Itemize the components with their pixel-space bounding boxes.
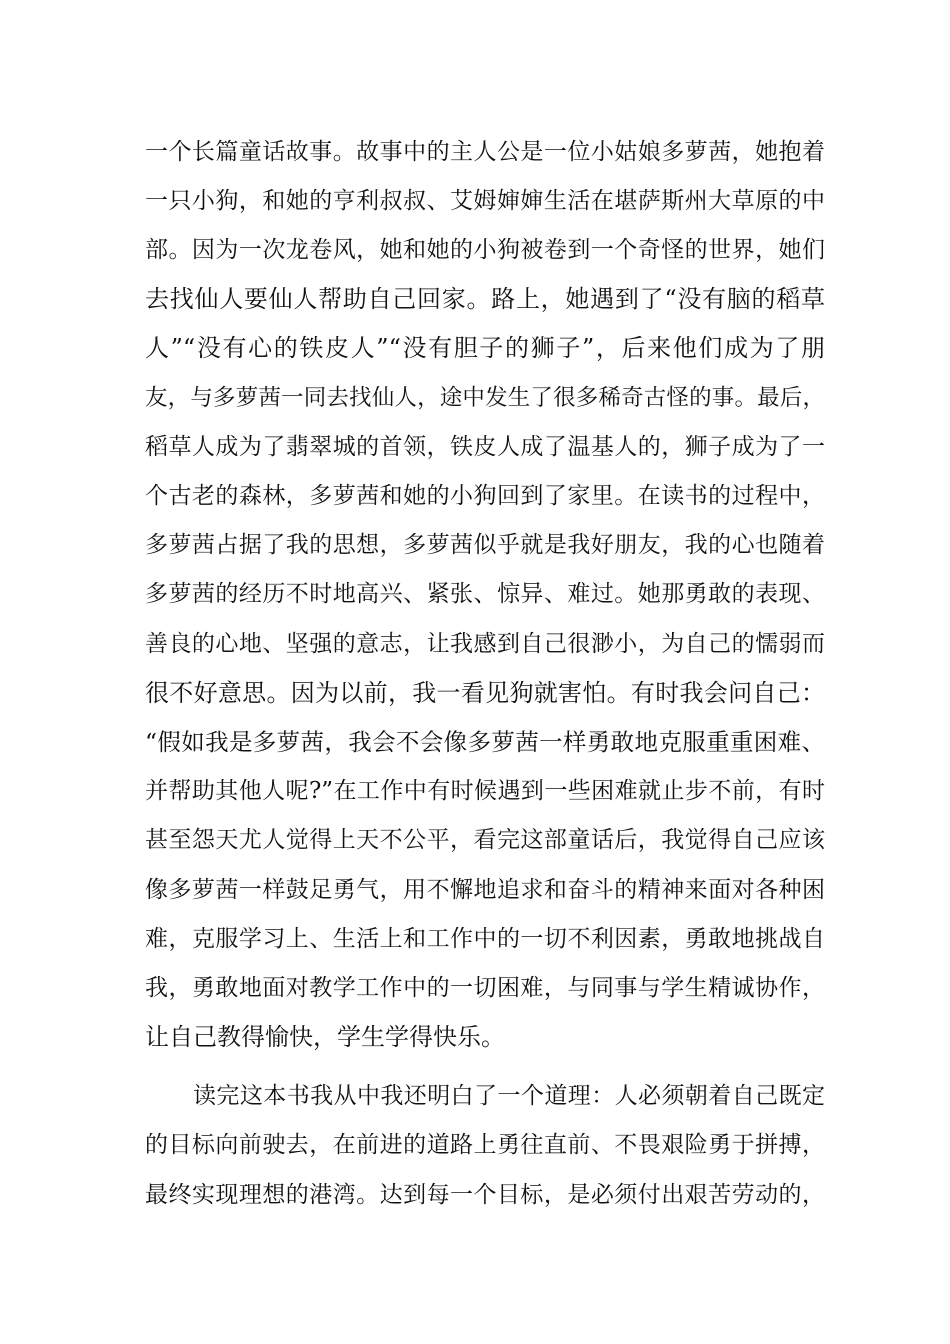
text-line: 部。因为一次龙卷风，她和她的小狗被卷到一个奇怪的世界，她们 bbox=[145, 237, 825, 263]
text-line: 甚至怨天尤人觉得上天不公平，看完这部童话后，我觉得自己应该 bbox=[145, 827, 825, 853]
text-line: 很不好意思。因为以前，我一看见狗就害怕。有时我会问自己： bbox=[145, 679, 825, 707]
text-line: 去找仙人要仙人帮助自己回家。路上，她遇到了“没有脑的稻草 bbox=[145, 285, 825, 313]
text-line: 个古老的森林，多萝茜和她的小狗回到了家里。在读书的过程中， bbox=[145, 483, 825, 509]
text-line: 最终实现理想的港湾。达到每一个目标，是必须付出艰苦劳动的， bbox=[145, 1182, 825, 1208]
text-line: 友，与多萝茜一同去找仙人，途中发生了很多稀奇古怪的事。最后， bbox=[145, 385, 825, 411]
text-line: 一只小狗，和她的亨利叔叔、艾姆婶婶生活在堪萨斯州大草原的中 bbox=[145, 188, 825, 214]
text-line: “假如我是多萝茜，我会不会像多萝茜一样勇敢地克服重重困难、 bbox=[145, 728, 825, 756]
text-line: 人”“没有心的铁皮人”“没有胆子的狮子”，后来他们成为了朋 bbox=[145, 334, 825, 362]
text-line: 善良的心地、坚强的意志，让我感到自己很渺小，为自己的懦弱而 bbox=[145, 631, 825, 657]
paragraph-end-line: 让自己教得愉快，学生学得快乐。 bbox=[145, 1023, 505, 1051]
text-line: 难，克服学习上、生活上和工作中的一切不利因素，勇敢地挑战自 bbox=[145, 926, 825, 952]
text-line: 多萝茜的经历不时地高兴、紧张、惊异、难过。她那勇敢的表现、 bbox=[145, 581, 825, 607]
text-line: 的目标向前驶去，在前进的道路上勇往直前、不畏艰险勇于拼搏， bbox=[145, 1132, 825, 1158]
text-line: 我，勇敢地面对教学工作中的一切困难，与同事与学生精诚协作， bbox=[145, 975, 825, 1001]
text-line: 一个长篇童话故事。故事中的主人公是一位小姑娘多萝茜，她抱着 bbox=[145, 139, 825, 165]
text-line: 并帮助其他人呢?”在工作中有时候遇到一些困难就止步不前，有时 bbox=[145, 778, 825, 804]
text-line: 稻草人成为了翡翠城的首领，铁皮人成了温基人的，狮子成为了一 bbox=[145, 434, 825, 460]
paragraph-first-line: 读完这本书我从中我还明白了一个道理：人必须朝着自己既定 bbox=[193, 1083, 825, 1109]
text-line: 像多萝茜一样鼓足勇气，用不懈地追求和奋斗的精神来面对各种困 bbox=[145, 877, 825, 903]
text-line: 多萝茜占据了我的思想，多萝茜似乎就是我好朋友，我的心也随着 bbox=[145, 532, 825, 558]
